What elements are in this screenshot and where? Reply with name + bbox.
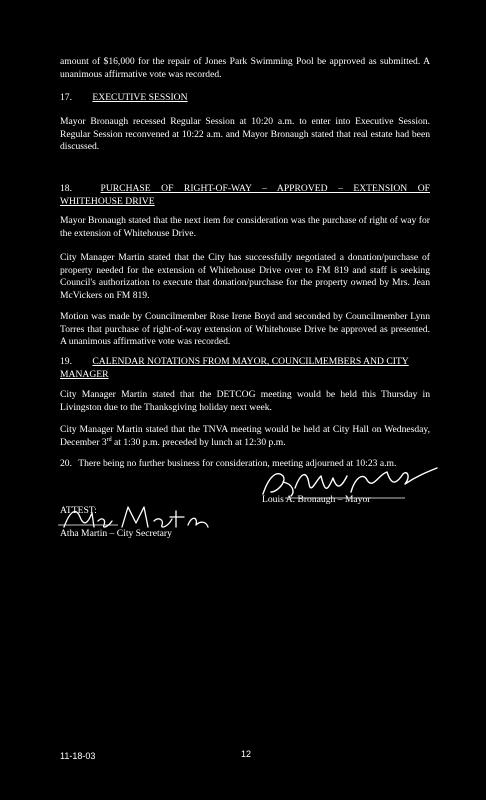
item-16-tail: amount of $16,000 for the repair of Jones Park Swimming Pool be approved as submitted. A unanimous affirmative vote was recorded. [60,56,430,80]
attest-label: ATTEST: [60,505,97,516]
item-19-heading [60,356,430,381]
item-19-para1: City Manager Martin stated that the DETCOG meeting would be held this Thursday in Livingston due to the Thanksgiving holiday next week. [60,389,430,413]
item-18-number: 18. [60,183,72,194]
item-19-para2: City Manager Martin stated that the TNVA meeting would be held at City Hall on Wednesday, December 3rd at 1:30 p.m. preceded by lunch at 12:30 p.m. [60,424,430,448]
item-17-heading [60,92,188,105]
item-20-text: There being no further business for consideration, meeting adjourned at 10:23 a.m. [78,458,397,469]
secretary-name: Atha Martin – City Secretary [60,528,172,539]
footer-date: 11-18-03 [60,751,96,761]
item-18-heading [60,183,430,208]
item-19-title: CALENDAR NOTATIONS FROM MAYOR, COUNCILMEMBERS AND CITY MANAGER [60,356,409,380]
item-18-para2: City Manager Martin stated that the City has successfully negotiated a donation/purchase of property needed for the extension of Whitehouse Drive over to FM 819 and staff is seeking Council's authorization to execute that donation/purchase for the property owned by Mrs. Jean McVickers on FM 819. [60,252,430,301]
item-17-number: 17. [60,92,72,103]
mayor-name: Louis A. Bronaugh – Mayor [262,494,371,505]
item-18-title: PURCHASE OF RIGHT-OF-WAY – APPROVED – EXTENSION OF WHITEHOUSE DRIVE [60,183,430,207]
footer-page-number: 12 [241,749,252,759]
item-17-body: Mayor Bronaugh recessed Regular Session at 10:20 a.m. to enter into Executive Session. Regular Session reconvened at 10:22 a.m. and Mayor Bronaugh stated that real estate had been discussed. [60,116,430,153]
item-19-number: 19. [60,356,72,367]
item-17-title: EXECUTIVE SESSION [92,92,188,103]
item-18-para3: Motion was made by Councilmember Rose Irene Boyd and seconded by Councilmember Lynn Torres that purchase of right-of-way extension of Whitehouse Drive be approved as presented. A unanimous affirmative vote was recorded. [60,311,430,348]
item-18-para1: Mayor Bronaugh stated that the next item for consideration was the purchase of right of way for the extension of Whitehouse Drive. [60,215,430,239]
item-20-number: 20. [60,458,72,469]
